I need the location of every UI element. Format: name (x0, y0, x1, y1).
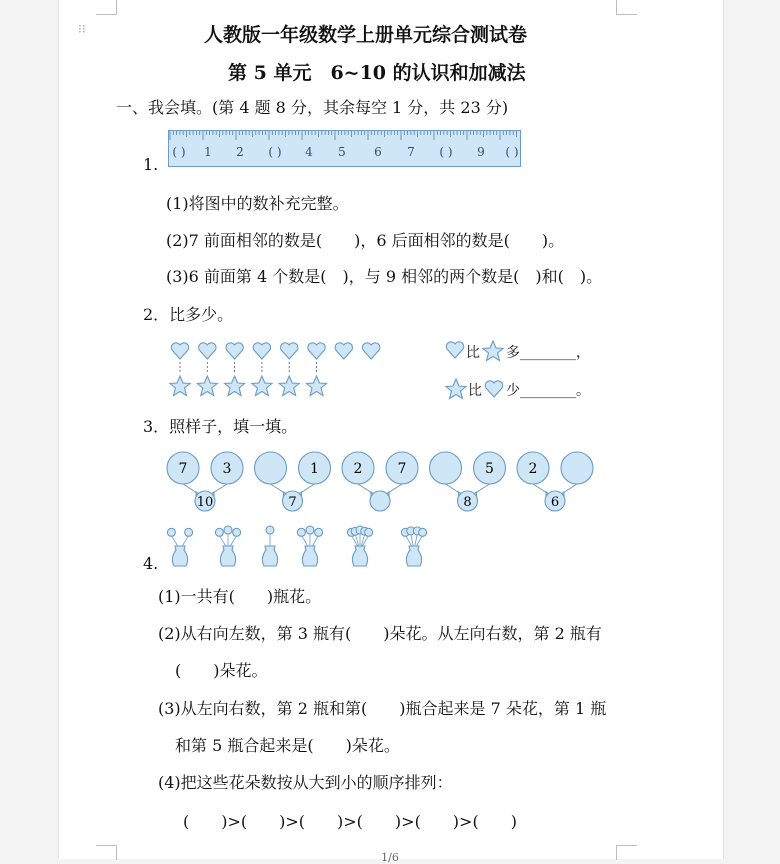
q1-number: 1. (143, 155, 159, 174)
vase (302, 546, 317, 566)
number-ruler (168, 130, 522, 170)
balloon-left (255, 452, 287, 484)
compare1-answer[interactable]: 多________， (506, 345, 590, 361)
star-icon (225, 376, 245, 396)
heart-star-figure (166, 338, 386, 400)
balloon-group (342, 452, 418, 511)
balloon-bottom-number: 7 (288, 495, 297, 510)
balloon-bottom (370, 491, 390, 511)
compare1-bi: 比 (466, 345, 480, 361)
flower-vase (167, 528, 192, 566)
vase (406, 546, 421, 566)
doc-subtitle: 第 5 单元 6~10 的认识和加减法 (228, 62, 526, 84)
star-icon (252, 376, 272, 396)
flower-vase (297, 526, 322, 566)
ruler-mark: 9 (477, 145, 485, 159)
star-icon (445, 378, 467, 400)
balloon-left (430, 452, 462, 484)
balloon-right-number: 5 (485, 461, 494, 477)
balloon-group (430, 452, 506, 511)
doc-title: 人教版一年级数学上册单元综合测试卷 (204, 24, 528, 46)
crop-mark-top-right (616, 0, 637, 15)
balloon-left-number: 2 (353, 461, 363, 477)
balloon-right-number: 7 (397, 461, 407, 477)
ruler-mark: 2 (236, 145, 244, 159)
balloon-bottom-number: 8 (463, 495, 472, 510)
flower (224, 526, 232, 534)
flower-vases (160, 520, 440, 570)
q4-sub2b: ( )朵花。 (175, 661, 268, 680)
ruler-mark: 4 (305, 145, 313, 159)
flower-vase (215, 526, 240, 566)
heart-icon (308, 343, 325, 359)
q1-sub3: (3)6 前面第 4 个数是( )，与 9 相邻的两个数是( )和( )。 (166, 267, 603, 286)
q4-sub1: (1)一共有( )瓶花。 (158, 587, 322, 606)
flower (167, 528, 175, 536)
balloon-group (255, 452, 331, 511)
balloon-left-number: 2 (528, 461, 538, 477)
balloon-left-number: 7 (178, 461, 188, 477)
heart-icon (199, 343, 216, 359)
ruler-mark: 7 (407, 145, 415, 159)
compare2-answer[interactable]: 少________。 (506, 383, 590, 399)
star-icon (197, 376, 217, 396)
ruler-mark[interactable]: ( ) (439, 145, 453, 159)
q4-number: 4. (143, 554, 159, 573)
flower (315, 528, 323, 536)
heart-icon (484, 379, 504, 399)
heart-icon (171, 343, 188, 359)
section1-heading: 一、我会填。(第 4 题 8 分，其余每空 1 分，共 23 分) (116, 98, 509, 117)
ruler-mark: 1 (204, 145, 212, 159)
ruler-mark[interactable]: ( ) (505, 145, 519, 159)
compare2-bi: 比 (468, 383, 482, 399)
balloon-bottom-number: 10 (196, 495, 214, 510)
q4-sub4: (4)把这些花朵数按从大到小的顺序排列： (158, 773, 453, 792)
balloon-bottom-number: 6 (550, 495, 560, 510)
vase (262, 546, 277, 566)
flower (266, 526, 274, 534)
q4-order-line[interactable]: ( )>( )>( )>( )>( )>( ) (183, 812, 517, 831)
flower-vase (401, 527, 426, 566)
heart-icon (445, 340, 465, 360)
q1-sub2: (2)7 前面相邻的数是( )，6 后面相邻的数是( )。 (166, 231, 565, 250)
vase (352, 546, 367, 566)
q4-sub2a: (2)从右向左数，第 3 瓶有( )朵花。从左向右数，第 2 瓶有 (158, 624, 602, 643)
heart-icon (253, 343, 270, 359)
star-icon (279, 376, 299, 396)
flower (233, 528, 241, 536)
vase (220, 546, 235, 566)
q2-title: 2．比多少。 (143, 305, 234, 324)
q4-sub3a: (3)从左向右数，第 2 瓶和第( )瓶合起来是 7 朵花，第 1 瓶 (158, 699, 607, 718)
star-icon (307, 376, 327, 396)
ruler-mark: 6 (374, 145, 382, 159)
flower-vase (347, 526, 372, 566)
drag-handle-icon[interactable]: ⁝⁝ (78, 22, 86, 36)
ruler-mark[interactable]: ( ) (268, 145, 282, 159)
crop-mark-top-left (96, 0, 117, 15)
heart-icon (362, 343, 379, 359)
balloon-group (517, 452, 593, 511)
star-icon (170, 376, 190, 396)
flower (215, 528, 223, 536)
flower-vase (262, 526, 277, 566)
heart-icon (226, 343, 243, 359)
ruler-mark[interactable]: ( ) (172, 145, 186, 159)
q1-sub1: (1)将图中的数补充完整。 (166, 194, 349, 213)
q4-sub3b: 和第 5 瓶合起来是( )朵花。 (175, 736, 400, 755)
ruler-mark: 5 (338, 145, 346, 159)
flower (297, 528, 305, 536)
balloon-groups (160, 448, 610, 514)
flower (306, 526, 314, 534)
balloon-right-number: 1 (310, 461, 319, 477)
heart-icon (280, 343, 297, 359)
heart-icon (335, 343, 352, 359)
star-icon (482, 340, 504, 362)
vase (172, 546, 187, 566)
q3-title: 3．照样子，填一填。 (143, 417, 298, 436)
balloon-right (561, 452, 593, 484)
balloon-right-number: 3 (222, 461, 232, 477)
page-indicator: 1/6 (381, 851, 399, 864)
flower (185, 528, 193, 536)
flower (419, 528, 427, 536)
flower (365, 528, 373, 536)
balloon-group (167, 452, 243, 511)
